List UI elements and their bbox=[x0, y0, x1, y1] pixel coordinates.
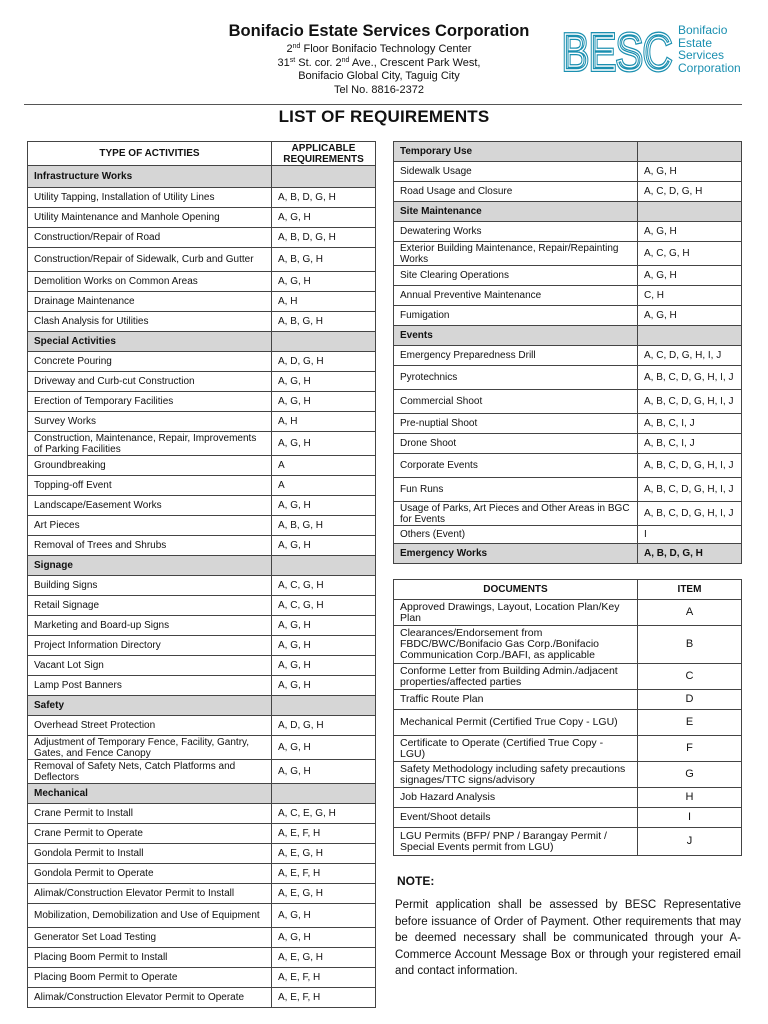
section-row bbox=[28, 332, 376, 352]
activity-name: Mobilization, Demobilization and Use of Equipment bbox=[28, 904, 272, 928]
table-row bbox=[394, 762, 742, 788]
table-row bbox=[394, 390, 742, 414]
document-name: Safety Methodology including safety precautions signages/TTC signs/advisory bbox=[394, 762, 638, 788]
note-heading: NOTE: bbox=[397, 874, 435, 888]
requirement-codes: A, G, H bbox=[272, 432, 376, 456]
activity-name: Road Usage and Closure bbox=[394, 182, 638, 202]
table-row bbox=[394, 286, 742, 306]
table-row bbox=[28, 948, 376, 968]
section-label: Safety bbox=[28, 696, 272, 716]
table-row bbox=[394, 526, 742, 544]
requirement-codes: A, G, H bbox=[272, 676, 376, 696]
documents-rows bbox=[394, 600, 742, 856]
document-item-code: B bbox=[638, 626, 742, 664]
activity-name: Crane Permit to Install bbox=[28, 804, 272, 824]
requirement-codes: A, G, H bbox=[638, 162, 742, 182]
requirement-codes: A bbox=[272, 476, 376, 496]
company-name: Bonifacio Estate Services Corporation bbox=[228, 22, 530, 40]
activity-name: Concrete Pouring bbox=[28, 352, 272, 372]
letterhead bbox=[0, 0, 768, 126]
activity-name: Gondola Permit to Install bbox=[28, 844, 272, 864]
requirement-codes: A, G, H bbox=[272, 636, 376, 656]
requirement-codes: A, C, D, G, H, I, J bbox=[638, 346, 742, 366]
section-label: Site Maintenance bbox=[394, 202, 638, 222]
table-row bbox=[28, 392, 376, 412]
activity-name: Landscape/Easement Works bbox=[28, 496, 272, 516]
activity-name: Corporate Events bbox=[394, 454, 638, 478]
requirement-codes: A, G, H bbox=[272, 372, 376, 392]
table-row bbox=[28, 824, 376, 844]
activity-name: Utility Tapping, Installation of Utility Lines bbox=[28, 188, 272, 208]
activity-name: Fumigation bbox=[394, 306, 638, 326]
table-row bbox=[28, 904, 376, 928]
activity-name: Erection of Temporary Facilities bbox=[28, 392, 272, 412]
section-label: Temporary Use bbox=[394, 142, 638, 162]
document-name: Approved Drawings, Layout, Location Plan/Key Plan bbox=[394, 600, 638, 626]
requirement-codes: A, G, H bbox=[638, 266, 742, 286]
document-name: Conforme Letter from Building Admin./adjacent properties/affected parties bbox=[394, 664, 638, 690]
table-row bbox=[28, 312, 376, 332]
requirement-codes: A, G, H bbox=[272, 536, 376, 556]
table-row bbox=[394, 808, 742, 828]
requirement-codes: A, B, G, H bbox=[272, 312, 376, 332]
document-item-code: C bbox=[638, 664, 742, 690]
table-row bbox=[394, 788, 742, 808]
table-header-row bbox=[394, 580, 742, 600]
column-header-applicable-requirements: APPLICABLE REQUIREMENTS bbox=[272, 142, 376, 166]
table-row bbox=[28, 208, 376, 228]
activity-name: Clash Analysis for Utilities bbox=[28, 312, 272, 332]
temporary-use-events-table bbox=[393, 141, 742, 564]
table-row bbox=[28, 864, 376, 884]
documents-table bbox=[393, 579, 742, 856]
section-label: Events bbox=[394, 326, 638, 346]
table-row bbox=[28, 656, 376, 676]
logo-wordmark-line: Services bbox=[678, 48, 725, 62]
requirement-codes: A, G, H bbox=[272, 392, 376, 412]
table-row bbox=[394, 454, 742, 478]
requirement-codes: A, B, G, H bbox=[272, 248, 376, 272]
document-item-code: F bbox=[638, 736, 742, 762]
activity-name: Survey Works bbox=[28, 412, 272, 432]
document-item-code: H bbox=[638, 788, 742, 808]
table-row bbox=[394, 222, 742, 242]
table-row bbox=[394, 242, 742, 266]
activity-name: Pyrotechnics bbox=[394, 366, 638, 390]
activity-name: Removal of Trees and Shrubs bbox=[28, 536, 272, 556]
requirement-codes: A, G, H bbox=[272, 904, 376, 928]
table-row bbox=[28, 536, 376, 556]
section-row bbox=[28, 556, 376, 576]
requirement-codes bbox=[272, 332, 376, 352]
table-row bbox=[28, 292, 376, 312]
activity-name: Fun Runs bbox=[394, 478, 638, 502]
activity-name: Project Information Directory bbox=[28, 636, 272, 656]
activity-name: Driveway and Curb-cut Construction bbox=[28, 372, 272, 392]
document-item-code: I bbox=[638, 808, 742, 828]
table-row bbox=[28, 988, 376, 1008]
requirement-codes bbox=[272, 696, 376, 716]
requirement-codes: A, G, H bbox=[272, 208, 376, 228]
table-header-row bbox=[28, 142, 376, 166]
table-row bbox=[394, 736, 742, 762]
table-row bbox=[28, 676, 376, 696]
besc-logo bbox=[562, 24, 762, 76]
activity-name: Exterior Building Maintenance, Repair/Repainting Works bbox=[394, 242, 638, 266]
table-row bbox=[28, 188, 376, 208]
activity-name: Vacant Lot Sign bbox=[28, 656, 272, 676]
company-address bbox=[200, 43, 558, 97]
document-name: Certificate to Operate (Certified True Copy - LGU) bbox=[394, 736, 638, 762]
table-row bbox=[394, 664, 742, 690]
activity-name: Drone Shoot bbox=[394, 434, 638, 454]
table-row bbox=[394, 600, 742, 626]
section-row bbox=[28, 784, 376, 804]
table-row bbox=[394, 414, 742, 434]
requirement-codes: A, B, C, D, G, H, I, J bbox=[638, 366, 742, 390]
activity-name: Annual Preventive Maintenance bbox=[394, 286, 638, 306]
table-row bbox=[28, 476, 376, 496]
activity-name: Retail Signage bbox=[28, 596, 272, 616]
table-row bbox=[28, 616, 376, 636]
activity-name: Placing Boom Permit to Operate bbox=[28, 968, 272, 988]
table-row bbox=[28, 496, 376, 516]
table-row bbox=[28, 884, 376, 904]
table-row bbox=[28, 456, 376, 476]
table-row bbox=[394, 266, 742, 286]
logo-wordmark-line: Corporation bbox=[678, 60, 741, 75]
requirement-codes: A, B, D, G, H bbox=[272, 228, 376, 248]
document-item-code: D bbox=[638, 690, 742, 710]
table-row bbox=[394, 828, 742, 856]
activity-name: Generator Set Load Testing bbox=[28, 928, 272, 948]
activity-name: Marketing and Board-up Signs bbox=[28, 616, 272, 636]
logo-wordmark-line: Estate bbox=[678, 35, 713, 50]
section-row bbox=[28, 696, 376, 716]
table-row bbox=[28, 516, 376, 536]
table-row bbox=[28, 432, 376, 456]
activity-name: Placing Boom Permit to Install bbox=[28, 948, 272, 968]
table-row bbox=[394, 366, 742, 390]
column-header-item: ITEM bbox=[638, 580, 742, 600]
temporary-rows bbox=[394, 142, 742, 564]
activity-name: Site Clearing Operations bbox=[394, 266, 638, 286]
table-row bbox=[28, 716, 376, 736]
requirement-codes: A, D, G, H bbox=[272, 352, 376, 372]
logo-wordmark-line: Bonifacio bbox=[678, 23, 728, 37]
section-row bbox=[394, 142, 742, 162]
activity-name: Usage of Parks, Art Pieces and Other Areas in BGC for Events bbox=[394, 502, 638, 526]
activity-name: Utility Maintenance and Manhole Opening bbox=[28, 208, 272, 228]
requirement-codes: A, B, C, D, G, H, I, J bbox=[638, 454, 742, 478]
requirement-codes: A, C, G, H bbox=[272, 576, 376, 596]
requirement-codes: A, G, H bbox=[272, 656, 376, 676]
activity-name: Lamp Post Banners bbox=[28, 676, 272, 696]
activity-name: Pre-nuptial Shoot bbox=[394, 414, 638, 434]
address-line-3: Bonifacio Global City, Taguig City bbox=[298, 70, 460, 82]
table-row bbox=[394, 502, 742, 526]
requirement-codes: A, B, C, D, G, H, I, J bbox=[638, 390, 742, 414]
document-item-code: J bbox=[638, 828, 742, 856]
section-label: Signage bbox=[28, 556, 272, 576]
section-label: Mechanical bbox=[28, 784, 272, 804]
table-row bbox=[394, 306, 742, 326]
table-row bbox=[28, 372, 376, 392]
table-row bbox=[28, 804, 376, 824]
activity-name: Building Signs bbox=[28, 576, 272, 596]
requirement-codes: A, E, F, H bbox=[272, 864, 376, 884]
column-header-documents: DOCUMENTS bbox=[394, 580, 638, 600]
document-name: Event/Shoot details bbox=[394, 808, 638, 828]
table-row bbox=[28, 928, 376, 948]
logo-wordmark bbox=[678, 24, 741, 74]
activities-requirements-table bbox=[27, 141, 376, 1008]
table-row bbox=[394, 478, 742, 502]
document-item-code: E bbox=[638, 710, 742, 736]
activity-name: Construction/Repair of Sidewalk, Curb and Gutter bbox=[28, 248, 272, 272]
requirement-codes: A, H bbox=[272, 292, 376, 312]
activity-name: Topping-off Event bbox=[28, 476, 272, 496]
table-row bbox=[394, 182, 742, 202]
activity-name: Gondola Permit to Operate bbox=[28, 864, 272, 884]
telephone-number: Tel No. 8816-2372 bbox=[334, 83, 424, 96]
requirement-codes: A, G, H bbox=[272, 760, 376, 784]
requirement-codes: A, G, H bbox=[638, 306, 742, 326]
requirement-codes: I bbox=[638, 526, 742, 544]
address-line-1: 2nd Floor Bonifacio Technology Center bbox=[286, 43, 472, 55]
section-row bbox=[28, 166, 376, 188]
document-name: Mechanical Permit (Certified True Copy - LGU) bbox=[394, 710, 638, 736]
activity-name: Dewatering Works bbox=[394, 222, 638, 242]
table-row bbox=[394, 162, 742, 182]
column-header-type-of-activities: TYPE OF ACTIVITIES bbox=[28, 142, 272, 166]
requirement-codes: A bbox=[272, 456, 376, 476]
requirement-codes bbox=[272, 556, 376, 576]
activity-name: Groundbreaking bbox=[28, 456, 272, 476]
requirement-codes bbox=[638, 142, 742, 162]
activity-name: Sidewalk Usage bbox=[394, 162, 638, 182]
table-row bbox=[28, 736, 376, 760]
requirement-codes: A, G, H bbox=[272, 616, 376, 636]
requirement-codes bbox=[638, 326, 742, 346]
activity-name: Overhead Street Protection bbox=[28, 716, 272, 736]
requirement-codes bbox=[638, 202, 742, 222]
requirement-codes: A, E, G, H bbox=[272, 844, 376, 864]
table-row bbox=[28, 760, 376, 784]
table-row bbox=[28, 844, 376, 864]
requirement-codes: A, G, H bbox=[272, 928, 376, 948]
activity-name: Art Pieces bbox=[28, 516, 272, 536]
requirement-codes: A, E, F, H bbox=[272, 988, 376, 1008]
requirement-codes: A, B, C, D, G, H, I, J bbox=[638, 502, 742, 526]
requirement-codes: A, B, G, H bbox=[272, 516, 376, 536]
besc-logo-mark bbox=[562, 24, 674, 76]
activity-name: Commercial Shoot bbox=[394, 390, 638, 414]
activity-name: Drainage Maintenance bbox=[28, 292, 272, 312]
table-row bbox=[28, 968, 376, 988]
address-line-2: 31st St. cor. 2nd Ave., Crescent Park West, bbox=[277, 56, 481, 69]
requirement-codes: A, E, F, H bbox=[272, 824, 376, 844]
requirement-codes: A, G, H bbox=[272, 272, 376, 292]
table-row bbox=[394, 346, 742, 366]
document-item-code: G bbox=[638, 762, 742, 788]
section-row bbox=[394, 326, 742, 346]
logo-lettering-inner: BESC bbox=[562, 24, 672, 76]
activity-name: Demolition Works on Common Areas bbox=[28, 272, 272, 292]
requirement-codes: A, E, G, H bbox=[272, 948, 376, 968]
requirement-codes: A, C, D, G, H bbox=[638, 182, 742, 202]
section-label: Special Activities bbox=[28, 332, 272, 352]
requirement-codes: A, B, D, G, H bbox=[638, 544, 742, 564]
requirement-codes: A, G, H bbox=[272, 496, 376, 516]
requirement-codes: A, C, E, G, H bbox=[272, 804, 376, 824]
document-name: LGU Permits (BFP/ PNP / Barangay Permit / Special Events permit from LGU) bbox=[394, 828, 638, 856]
requirement-codes: A, B, C, I, J bbox=[638, 434, 742, 454]
table-row bbox=[28, 636, 376, 656]
table-row bbox=[28, 412, 376, 432]
activity-name: Crane Permit to Operate bbox=[28, 824, 272, 844]
activity-name: Adjustment of Temporary Fence, Facility, Gantry, Gates, and Fence Canopy bbox=[28, 736, 272, 760]
logo-lettering: BESC bbox=[562, 24, 672, 76]
section-label: Infrastructure Works bbox=[28, 166, 272, 188]
requirement-codes: A, C, G, H bbox=[638, 242, 742, 266]
activity-name: Removal of Safety Nets, Catch Platforms and Deflectors bbox=[28, 760, 272, 784]
requirement-codes: A, B, C, I, J bbox=[638, 414, 742, 434]
table-row bbox=[28, 596, 376, 616]
section-row bbox=[394, 544, 742, 564]
document-name: Job Hazard Analysis bbox=[394, 788, 638, 808]
requirement-codes bbox=[272, 166, 376, 188]
requirement-codes: A, H bbox=[272, 412, 376, 432]
table-row bbox=[28, 248, 376, 272]
table-row bbox=[28, 576, 376, 596]
activity-name: Emergency Preparedness Drill bbox=[394, 346, 638, 366]
requirement-codes: A, E, G, H bbox=[272, 884, 376, 904]
requirement-codes: A, C, G, H bbox=[272, 596, 376, 616]
table-row bbox=[394, 434, 742, 454]
activity-name: Alimak/Construction Elevator Permit to Operate bbox=[28, 988, 272, 1008]
requirement-codes: A, D, G, H bbox=[272, 716, 376, 736]
document-item-code: A bbox=[638, 600, 742, 626]
table-row bbox=[394, 690, 742, 710]
requirement-codes: A, G, H bbox=[272, 736, 376, 760]
requirement-codes: A, B, D, G, H bbox=[272, 188, 376, 208]
document-name: Traffic Route Plan bbox=[394, 690, 638, 710]
requirement-codes: A, B, C, D, G, H, I, J bbox=[638, 478, 742, 502]
requirement-codes: C, H bbox=[638, 286, 742, 306]
activity-name: Construction, Maintenance, Repair, Improvements of Parking Facilities bbox=[28, 432, 272, 456]
requirement-codes: A, E, F, H bbox=[272, 968, 376, 988]
header-divider bbox=[24, 104, 742, 105]
activities-rows bbox=[28, 166, 376, 1008]
document-title: LIST OF REQUIREMENTS bbox=[278, 107, 490, 126]
table-row bbox=[28, 272, 376, 292]
table-row bbox=[28, 228, 376, 248]
activity-name: Alimak/Construction Elevator Permit to Install bbox=[28, 884, 272, 904]
section-label: Emergency Works bbox=[394, 544, 638, 564]
note-body: Permit application shall be assessed by BESC Representative before issuance of Order of Payment. Other requirements that may be deemed necessary shall be communicated through your A-Commerce Account Message Box or through your registered email and contact information. bbox=[395, 899, 741, 977]
section-row bbox=[394, 202, 742, 222]
table-row bbox=[394, 710, 742, 736]
activity-name: Others (Event) bbox=[394, 526, 638, 544]
document-name: Clearances/Endorsement from FBDC/BWC/Bonifacio Gas Corp./Bonifacio Communication Corp./BAFI, as applicable bbox=[394, 626, 638, 664]
table-row bbox=[28, 352, 376, 372]
requirement-codes bbox=[272, 784, 376, 804]
activity-name: Construction/Repair of Road bbox=[28, 228, 272, 248]
table-row bbox=[394, 626, 742, 664]
requirement-codes: A, G, H bbox=[638, 222, 742, 242]
